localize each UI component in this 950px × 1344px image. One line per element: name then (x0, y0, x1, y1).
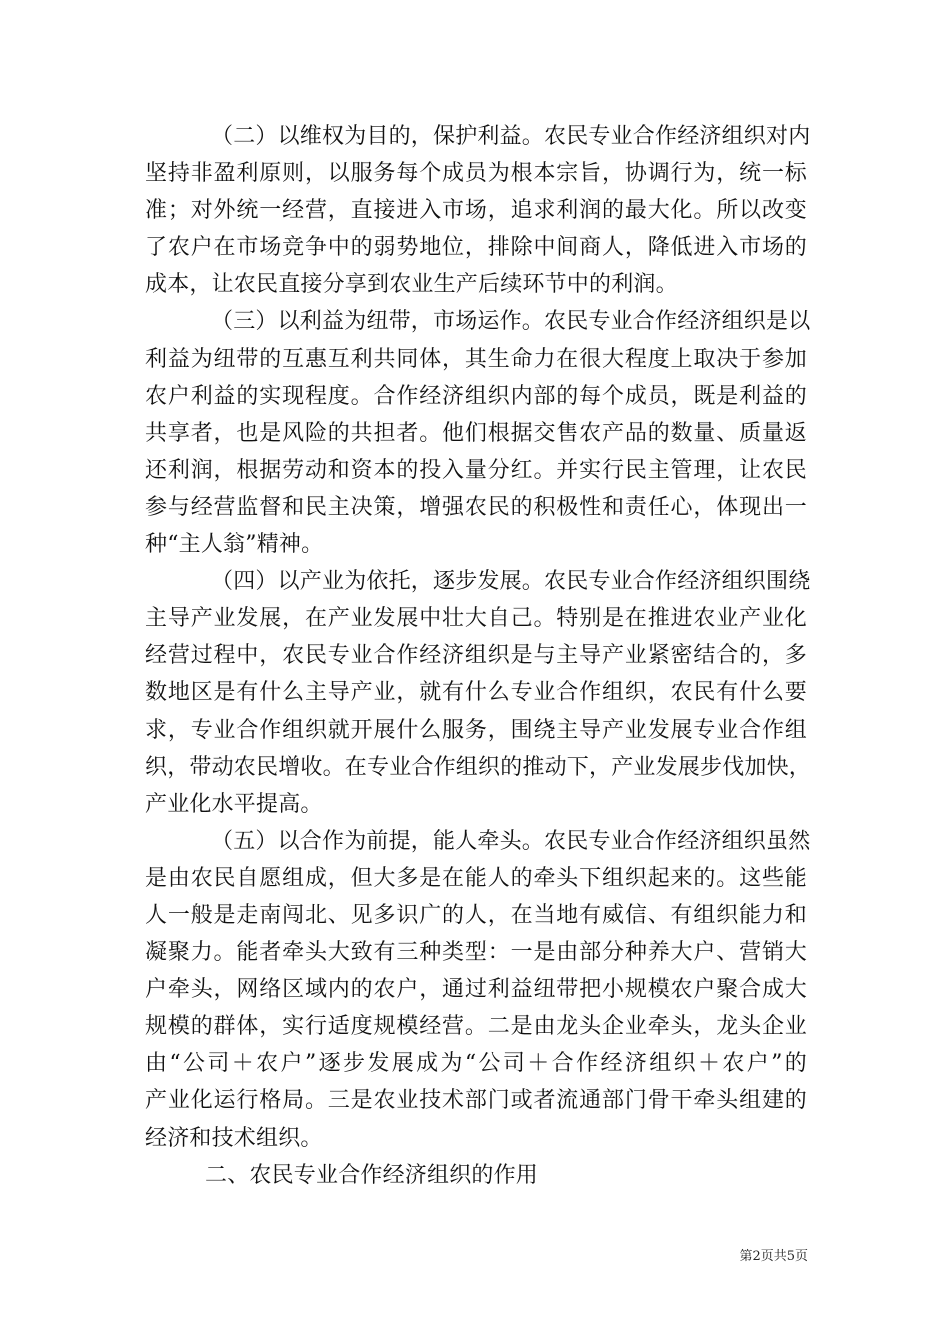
text-line: 经营过程中，农民专业合作经济组织是与主导产业紧密结合的，多 (145, 643, 807, 669)
document-body (145, 118, 812, 1194)
text-line: 织，带动农民增收。在专业合作组织的推动下，产业发展步伐加快， (145, 754, 812, 780)
text-line: 由“公司＋农户”逐步发展成为“公司＋合作经济组织＋农户”的 (145, 1051, 807, 1077)
paragraph-5 (145, 823, 811, 1157)
text-line: 农户利益的实现程度。合作经济组织内部的每个成员，既是利益的 (145, 383, 807, 409)
paragraph-4 (145, 563, 812, 823)
text-line: 产业化水平提高。 (145, 791, 323, 817)
text-line: 求，专业合作组织就开展什么服务，围绕主导产业发展专业合作组 (145, 717, 807, 743)
text-line: 坚持非盈利原则，以服务每个成员为根本宗旨，协调行为，统一标 (145, 161, 807, 187)
paragraph-2 (145, 118, 811, 303)
text-line: （五）以合作为前提，能人牵头。农民专业合作经济组织虽然 (211, 828, 811, 854)
text-line: 凝聚力。能者牵头大致有三种类型：一是由部分种养大户、营销大 (145, 940, 807, 966)
text-line: 数地区是有什么主导产业，就有什么专业合作组织，农民有什么要 (145, 680, 807, 706)
text-line: 利益为纽带的互惠互利共同体，其生命力在很大程度上取决于参加 (145, 346, 807, 372)
text-line: 经济和技术组织。 (145, 1125, 323, 1151)
text-line: 是由农民自愿组成，但大多是在能人的牵头下组织起来的。这些能 (145, 865, 807, 891)
text-line: 共享者，也是风险的共担者。他们根据交售农产品的数量、质量返 (145, 420, 807, 446)
text-line: 了农户在市场竞争中的弱势地位，排除中间商人，降低进入市场的 (145, 235, 807, 261)
text-line: 主导产业发展，在产业发展中壮大自己。特别是在推进农业产业化 (145, 606, 807, 632)
text-line: 参与经营监督和民主决策，增强农民的积极性和责任心，体现出一 (145, 494, 807, 520)
page-number: 第2页共5页 (739, 1249, 808, 1264)
text-line: （四）以产业为依托，逐步发展。农民专业合作经济组织围绕 (211, 569, 811, 595)
text-line: 还利润，根据劳动和资本的投入量分红。并实行民主管理，让农民 (145, 457, 807, 483)
text-line: （二）以维权为目的，保护利益。农民专业合作经济组织对内 (211, 124, 811, 149)
text-line: 户牵头，网络区域内的农户，通过利益纽带把小规模农户聚合成大 (145, 977, 807, 1003)
section-heading: 二、农民专业合作经济组织的作用 (205, 1162, 539, 1188)
text-line: 产业化运行格局。三是农业技术部门或者流通部门骨干牵头组建的 (145, 1088, 807, 1114)
text-line: （三）以利益为纽带，市场运作。农民专业合作经济组织是以 (211, 309, 811, 335)
text-line: 成本，让农民直接分享到农业生产后续环节中的利润。 (145, 272, 678, 298)
text-line: 种“主人翁”精神。 (145, 532, 324, 558)
text-line: 人一般是走南闯北、见多识广的人，在当地有威信、有组织能力和 (145, 902, 807, 928)
paragraph-3 (145, 303, 811, 563)
text-line: 规模的群体，实行适度规模经营。二是由龙头企业牵头，龙头企业 (145, 1014, 807, 1040)
text-line: 准；对外统一经营，直接进入市场，追求利润的最大化。所以改变 (145, 198, 807, 224)
